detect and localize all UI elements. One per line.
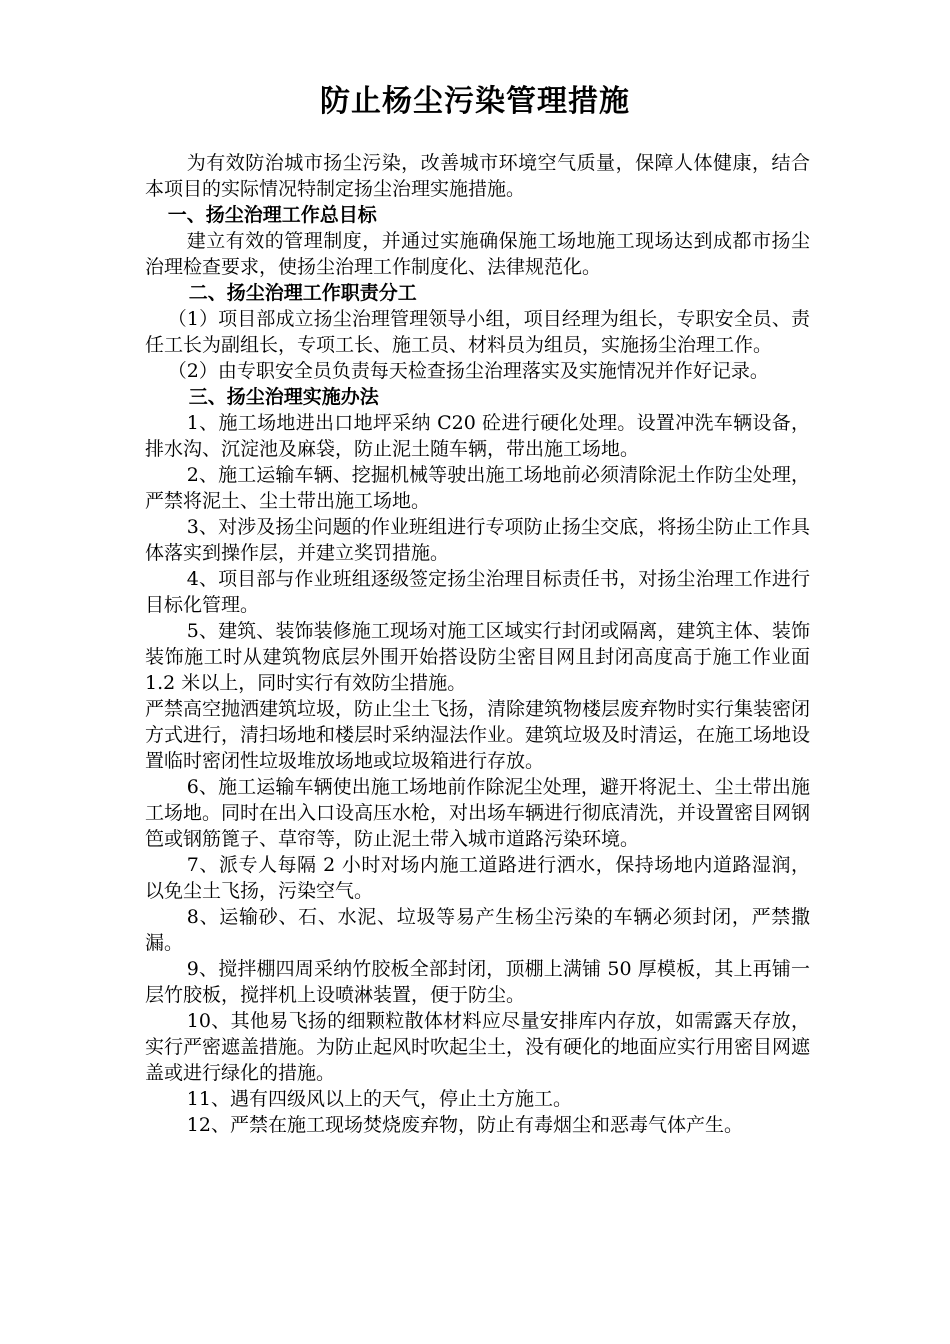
list-item: 11、遇有四级风以上的天气，停止土方施工。 bbox=[186, 1088, 572, 1110]
list-item: 4、项目部与作业班组逐级签定扬尘治理目标责任书，对扬尘治理工作进行目标化管理。 bbox=[145, 568, 810, 616]
section-heading: 二、扬尘治理工作职责分工 bbox=[188, 282, 417, 304]
list-item: 10、其他易飞扬的细颗粒散体材料应尽量安排库内存放，如需露天存放，实行严密遮盖措施。为防止起风时吹起尘土，没有硬化的地面应实行用密目网遮盖或进行绿化的措施。 bbox=[145, 1010, 811, 1084]
paragraph: 建立有效的管理制度，并通过实施确保施工场地施工现场达到成都市扬尘治理检查要求，使扬尘治理工作制度化、法律规范化。 bbox=[145, 230, 810, 278]
section-heading: 一、扬尘治理工作总目标 bbox=[167, 204, 377, 226]
list-item: 5、建筑、装饰装修施工现场对施工区域实行封闭或隔离，建筑主体、装饰装饰施工时从建筑物底层外围开始搭设防尘密目网且封闭高度高于施工作业面 1.2 米以上，同时实行有效防尘措施。 bbox=[145, 620, 810, 694]
list-item: 12、严禁在施工现场焚烧废弃物，防止有毒烟尘和恶毒气体产生。 bbox=[186, 1114, 743, 1136]
section-heading: 三、扬尘治理实施办法 bbox=[188, 386, 379, 408]
list-item: 1、施工场地进出口地坪采纳 C20 砼进行硬化处理。设置冲洗车辆设备，排水沟、沉淀池及麻袋，防止泥土随车辆，带出施工场地。 bbox=[145, 412, 810, 460]
document-title: 防止杨尘污染管理措施 bbox=[320, 84, 630, 119]
list-item: （2）由专职安全员负责每天检查扬尘治理落实及实施情况并作好记录。 bbox=[167, 360, 769, 382]
list-item: 3、对涉及扬尘问题的作业班组进行专项防止扬尘交底，将扬尘防止工作具体落实到操作层，并建立奖罚措施。 bbox=[145, 516, 810, 564]
list-item: 7、派专人每隔 2 小时对场内施工道路进行洒水，保持场地内道路湿润，以免尘土飞扬，污染空气。 bbox=[145, 854, 810, 902]
document-body bbox=[145, 150, 810, 1138]
list-item: （1）项目部成立扬尘治理管理领导小组，项目经理为组长，专职安全员、责任工长为副组长，专项工长、施工员、材料员为组员，实施扬尘治理工作。 bbox=[145, 308, 810, 356]
intro-paragraph: 为有效防治城市扬尘污染，改善城市环境空气质量，保障人体健康，结合本项目的实际情况特制定扬尘治理实施措施。 bbox=[145, 152, 810, 200]
list-item: 9、搅拌棚四周采纳竹胶板全部封闭，顶棚上满铺 50 厚模板，其上再铺一层竹胶板，搅拌机上设喷淋装置，便于防尘。 bbox=[145, 958, 810, 1006]
list-item: 2、施工运输车辆、挖掘机械等驶出施工场地前必须清除泥土作防尘处理，严禁将泥土、尘土带出施工场地。 bbox=[145, 464, 810, 512]
list-item: 6、施工运输车辆使出施工场地前作除泥尘处理，避开将泥土、尘土带出施工场地。同时在出入口设高压水枪，对出场车辆进行彻底清洗，并设置密目网钢笆或钢筋篦子、草帘等，防止泥土带入城市道路污染环境。 bbox=[145, 776, 811, 850]
paragraph: 严禁高空抛洒建筑垃圾，防止尘土飞扬，清除建筑物楼层废弃物时实行集装密闭方式进行，清扫场地和楼层时采纳湿法作业。建筑垃圾及时清运，在施工场地设置临时密闭性垃圾堆放场地或垃圾箱进行存放。 bbox=[145, 698, 811, 772]
list-item: 8、运输砂、石、水泥、垃圾等易产生杨尘污染的车辆必须封闭，严禁撒漏。 bbox=[145, 906, 810, 954]
